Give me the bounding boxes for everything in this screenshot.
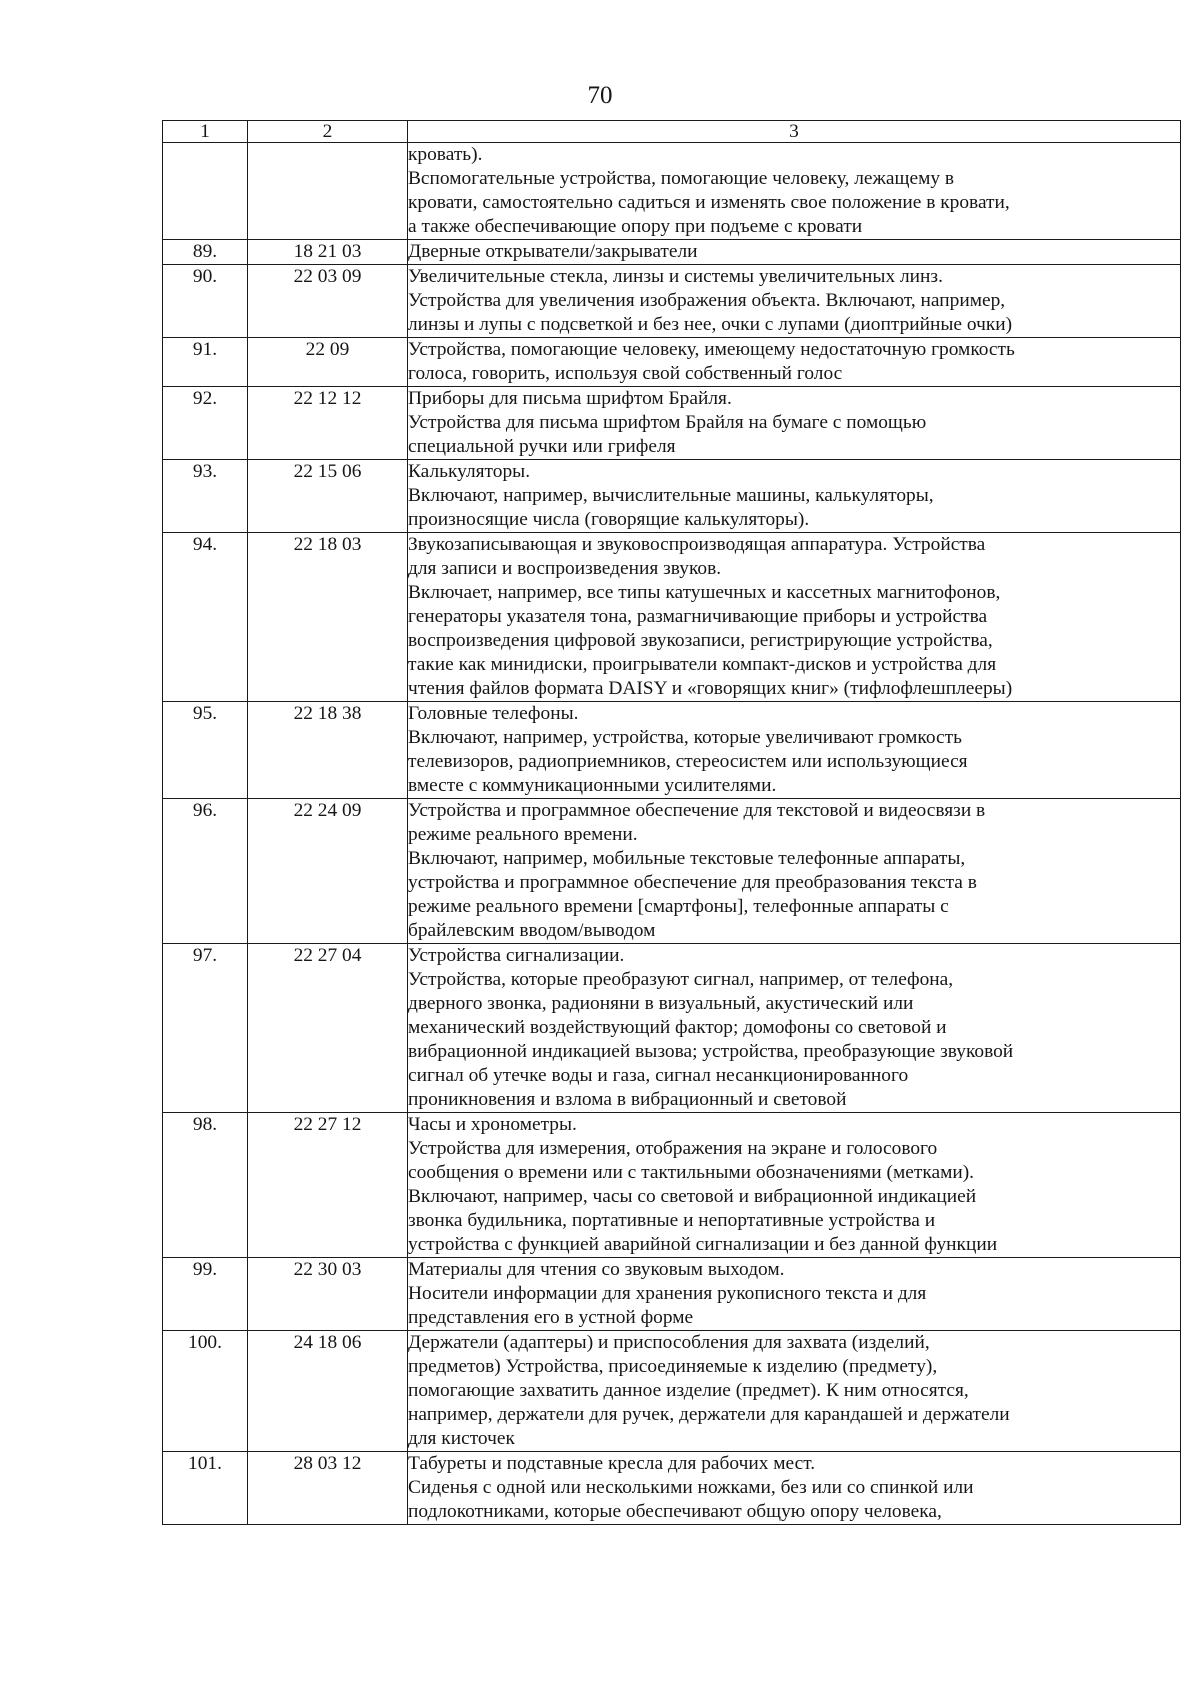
description-line: Включает, например, все типы катушечных и кассетных магнитофонов, (408, 582, 1001, 603)
table-row (163, 702, 1181, 799)
classification-code-cell: 22 30 03 (248, 1258, 408, 1331)
row-number-cell: 99. (163, 1258, 248, 1331)
column-header-number: 1 (163, 121, 248, 143)
description-cell (408, 533, 1181, 702)
document-table (162, 120, 1181, 1525)
description-line: вибрационной индикацией вызова; устройства, преобразующие звуковой (408, 1041, 1014, 1062)
description-line: сигнал об утечке воды и газа, сигнал несанкционированного (408, 1065, 909, 1086)
description-cell (408, 1331, 1181, 1452)
classification-code-cell: 22 09 (248, 338, 408, 387)
description-line: Включают, например, вычислительные машины, калькуляторы, (408, 485, 934, 506)
description-line: Табуреты и подставные кресла для рабочих мест. (408, 1453, 816, 1474)
description-cell (408, 338, 1181, 387)
description-line: воспроизведения цифровой звукозаписи, регистрирующие устройства, (408, 630, 993, 651)
description-line: Включают, например, часы со световой и вибрационной индикацией (408, 1186, 977, 1207)
description-cell (408, 265, 1181, 338)
description-line: механический воздействующий фактор; домофоны со световой и (408, 1017, 947, 1038)
classification-code-cell (248, 143, 408, 240)
description-line: Вспомогательные устройства, помогающие человеку, лежащему в (408, 168, 955, 189)
description-line: подлокотниками, которые обеспечивают общую опору человека, (408, 1501, 942, 1522)
description-line: такие как минидиски, проигрыватели компакт-дисков и устройства для (408, 654, 997, 675)
classification-code-cell: 22 27 12 (248, 1113, 408, 1258)
description-line: генераторы указателя тона, размагничивающие приборы и устройства (408, 606, 988, 627)
classification-code-cell: 22 18 38 (248, 702, 408, 799)
description-line: Носители информации для хранения рукописного текста и для (408, 1283, 927, 1304)
description-line: Дверные открыватели/закрыватели (408, 241, 698, 262)
table-row (163, 1113, 1181, 1258)
table-row (163, 799, 1181, 944)
description-cell (408, 944, 1181, 1113)
description-line: дверного звонка, радионяни в визуальный, акустический или (408, 993, 914, 1014)
description-cell (408, 1452, 1181, 1525)
table-body (163, 143, 1181, 1525)
table-row (163, 387, 1181, 460)
classification-code-cell: 22 27 04 (248, 944, 408, 1113)
description-line: устройства с функцией аварийной сигнализации и без данной функции (408, 1234, 998, 1255)
row-number-cell: 97. (163, 944, 248, 1113)
row-number-cell (163, 143, 248, 240)
description-line: Устройства для письма шрифтом Брайля на бумаге с помощью (408, 412, 927, 433)
description-line: телевизоров, радиоприемников, стереосистем или использующиеся (408, 751, 968, 772)
table-row (163, 265, 1181, 338)
description-line: для кисточек (408, 1428, 515, 1449)
row-number-cell: 90. (163, 265, 248, 338)
table-row (163, 1452, 1181, 1525)
classification-code-cell: 18 21 03 (248, 240, 408, 265)
description-line: Головные телефоны. (408, 703, 579, 724)
row-number-cell: 96. (163, 799, 248, 944)
page-number: 70 (587, 82, 613, 109)
table-row (163, 143, 1181, 240)
row-number-cell: 94. (163, 533, 248, 702)
classification-code-cell: 22 03 09 (248, 265, 408, 338)
description-cell (408, 387, 1181, 460)
description-line: брайлевским вводом/выводом (408, 920, 656, 941)
description-line: Включают, например, устройства, которые увеличивают громкость (408, 727, 962, 748)
row-number-cell: 100. (163, 1331, 248, 1452)
description-line: устройства и программное обеспечение для преобразования текста в (408, 872, 977, 893)
description-line: Держатели (адаптеры) и приспособления для захвата (изделий, (408, 1332, 930, 1353)
row-number-cell: 93. (163, 460, 248, 533)
description-line: помогающие захватить данное изделие (предмет). К ним относятся, (408, 1380, 969, 1401)
description-line: например, держатели для ручек, держатели для карандашей и держатели (408, 1404, 1010, 1425)
row-number-cell: 98. (163, 1113, 248, 1258)
description-cell (408, 799, 1181, 944)
description-line: произносящие числа (говорящие калькуляторы). (408, 509, 810, 530)
description-line: Устройства для увеличения изображения объекта. Включают, например, (408, 290, 1006, 311)
description-line: режиме реального времени [смартфоны], телефонные аппараты с (408, 896, 949, 917)
table-row (163, 944, 1181, 1113)
description-cell (408, 1258, 1181, 1331)
description-line: вместе с коммуникационными усилителями. (408, 775, 777, 796)
description-line: а также обеспечивающие опору при подъеме с кровати (408, 216, 863, 237)
table-row (163, 1331, 1181, 1452)
description-line: режиме реального времени. (408, 824, 638, 845)
description-cell (408, 702, 1181, 799)
classification-code-cell: 22 15 06 (248, 460, 408, 533)
description-line: линзы и лупы с подсветкой и без нее, очки с лупами (диоптрийные очки) (408, 314, 1013, 335)
description-line: Включают, например, мобильные текстовые телефонные аппараты, (408, 848, 966, 869)
description-cell (408, 143, 1181, 240)
description-line: представления его в устной форме (408, 1307, 694, 1328)
description-line: для записи и воспроизведения звуков. (408, 558, 722, 579)
description-line: Калькуляторы. (408, 461, 531, 482)
description-line: голоса, говорить, используя свой собственный голос (408, 363, 843, 384)
description-line: предметов) Устройства, присоединяемые к изделию (предмету), (408, 1356, 938, 1377)
column-header-description: 3 (408, 121, 1181, 143)
table-row (163, 1258, 1181, 1331)
description-line: кровать). (408, 144, 483, 165)
row-number-cell: 91. (163, 338, 248, 387)
row-number-cell: 101. (163, 1452, 248, 1525)
description-cell (408, 1113, 1181, 1258)
description-line: Звукозаписывающая и звуковоспроизводящая аппаратура. Устройства (408, 534, 986, 555)
description-line: Устройства для измерения, отображения на экране и голосового (408, 1138, 938, 1159)
table-row (163, 533, 1181, 702)
description-line: звонка будильника, портативные и непортативные устройства и (408, 1210, 936, 1231)
classification-code-cell: 28 03 12 (248, 1452, 408, 1525)
table-row (163, 338, 1181, 387)
description-cell (408, 240, 1181, 265)
table-row (163, 240, 1181, 265)
table-row (163, 460, 1181, 533)
row-number-cell: 92. (163, 387, 248, 460)
description-line: Сиденья с одной или несколькими ножками, без или со спинкой или (408, 1477, 974, 1498)
description-line: сообщения о времени или с тактильными обозначениями (метками). (408, 1162, 975, 1183)
row-number-cell: 95. (163, 702, 248, 799)
description-line: Материалы для чтения со звуковым выходом. (408, 1259, 785, 1280)
classification-code-cell: 22 18 03 (248, 533, 408, 702)
description-line: Увеличительные стекла, линзы и системы увеличительных линз. (408, 266, 943, 287)
classification-code-cell: 24 18 06 (248, 1331, 408, 1452)
classification-code-cell: 22 24 09 (248, 799, 408, 944)
description-line: проникновения и взлома в вибрационный и световой (408, 1089, 847, 1110)
classification-code-cell: 22 12 12 (248, 387, 408, 460)
column-header-code: 2 (248, 121, 408, 143)
description-line: Приборы для письма шрифтом Брайля. (408, 388, 732, 409)
description-line: Устройства, помогающие человеку, имеющему недостаточную громкость (408, 339, 1015, 360)
description-line: кровати, самостоятельно садиться и изменять свое положение в кровати, (408, 192, 1010, 213)
description-line: Часы и хронометры. (408, 1114, 577, 1135)
description-line: Устройства и программное обеспечение для текстовой и видеосвязи в (408, 800, 986, 821)
row-number-cell: 89. (163, 240, 248, 265)
table-header-row (163, 121, 1181, 143)
description-line: чтения файлов формата DAISY и «говорящих книг» (тифлофлешплееры) (408, 678, 1013, 699)
description-line: Устройства, которые преобразуют сигнал, например, от телефона, (408, 969, 954, 990)
description-cell (408, 460, 1181, 533)
description-line: Устройства сигнализации. (408, 945, 625, 966)
description-line: специальной ручки или грифеля (408, 436, 676, 457)
